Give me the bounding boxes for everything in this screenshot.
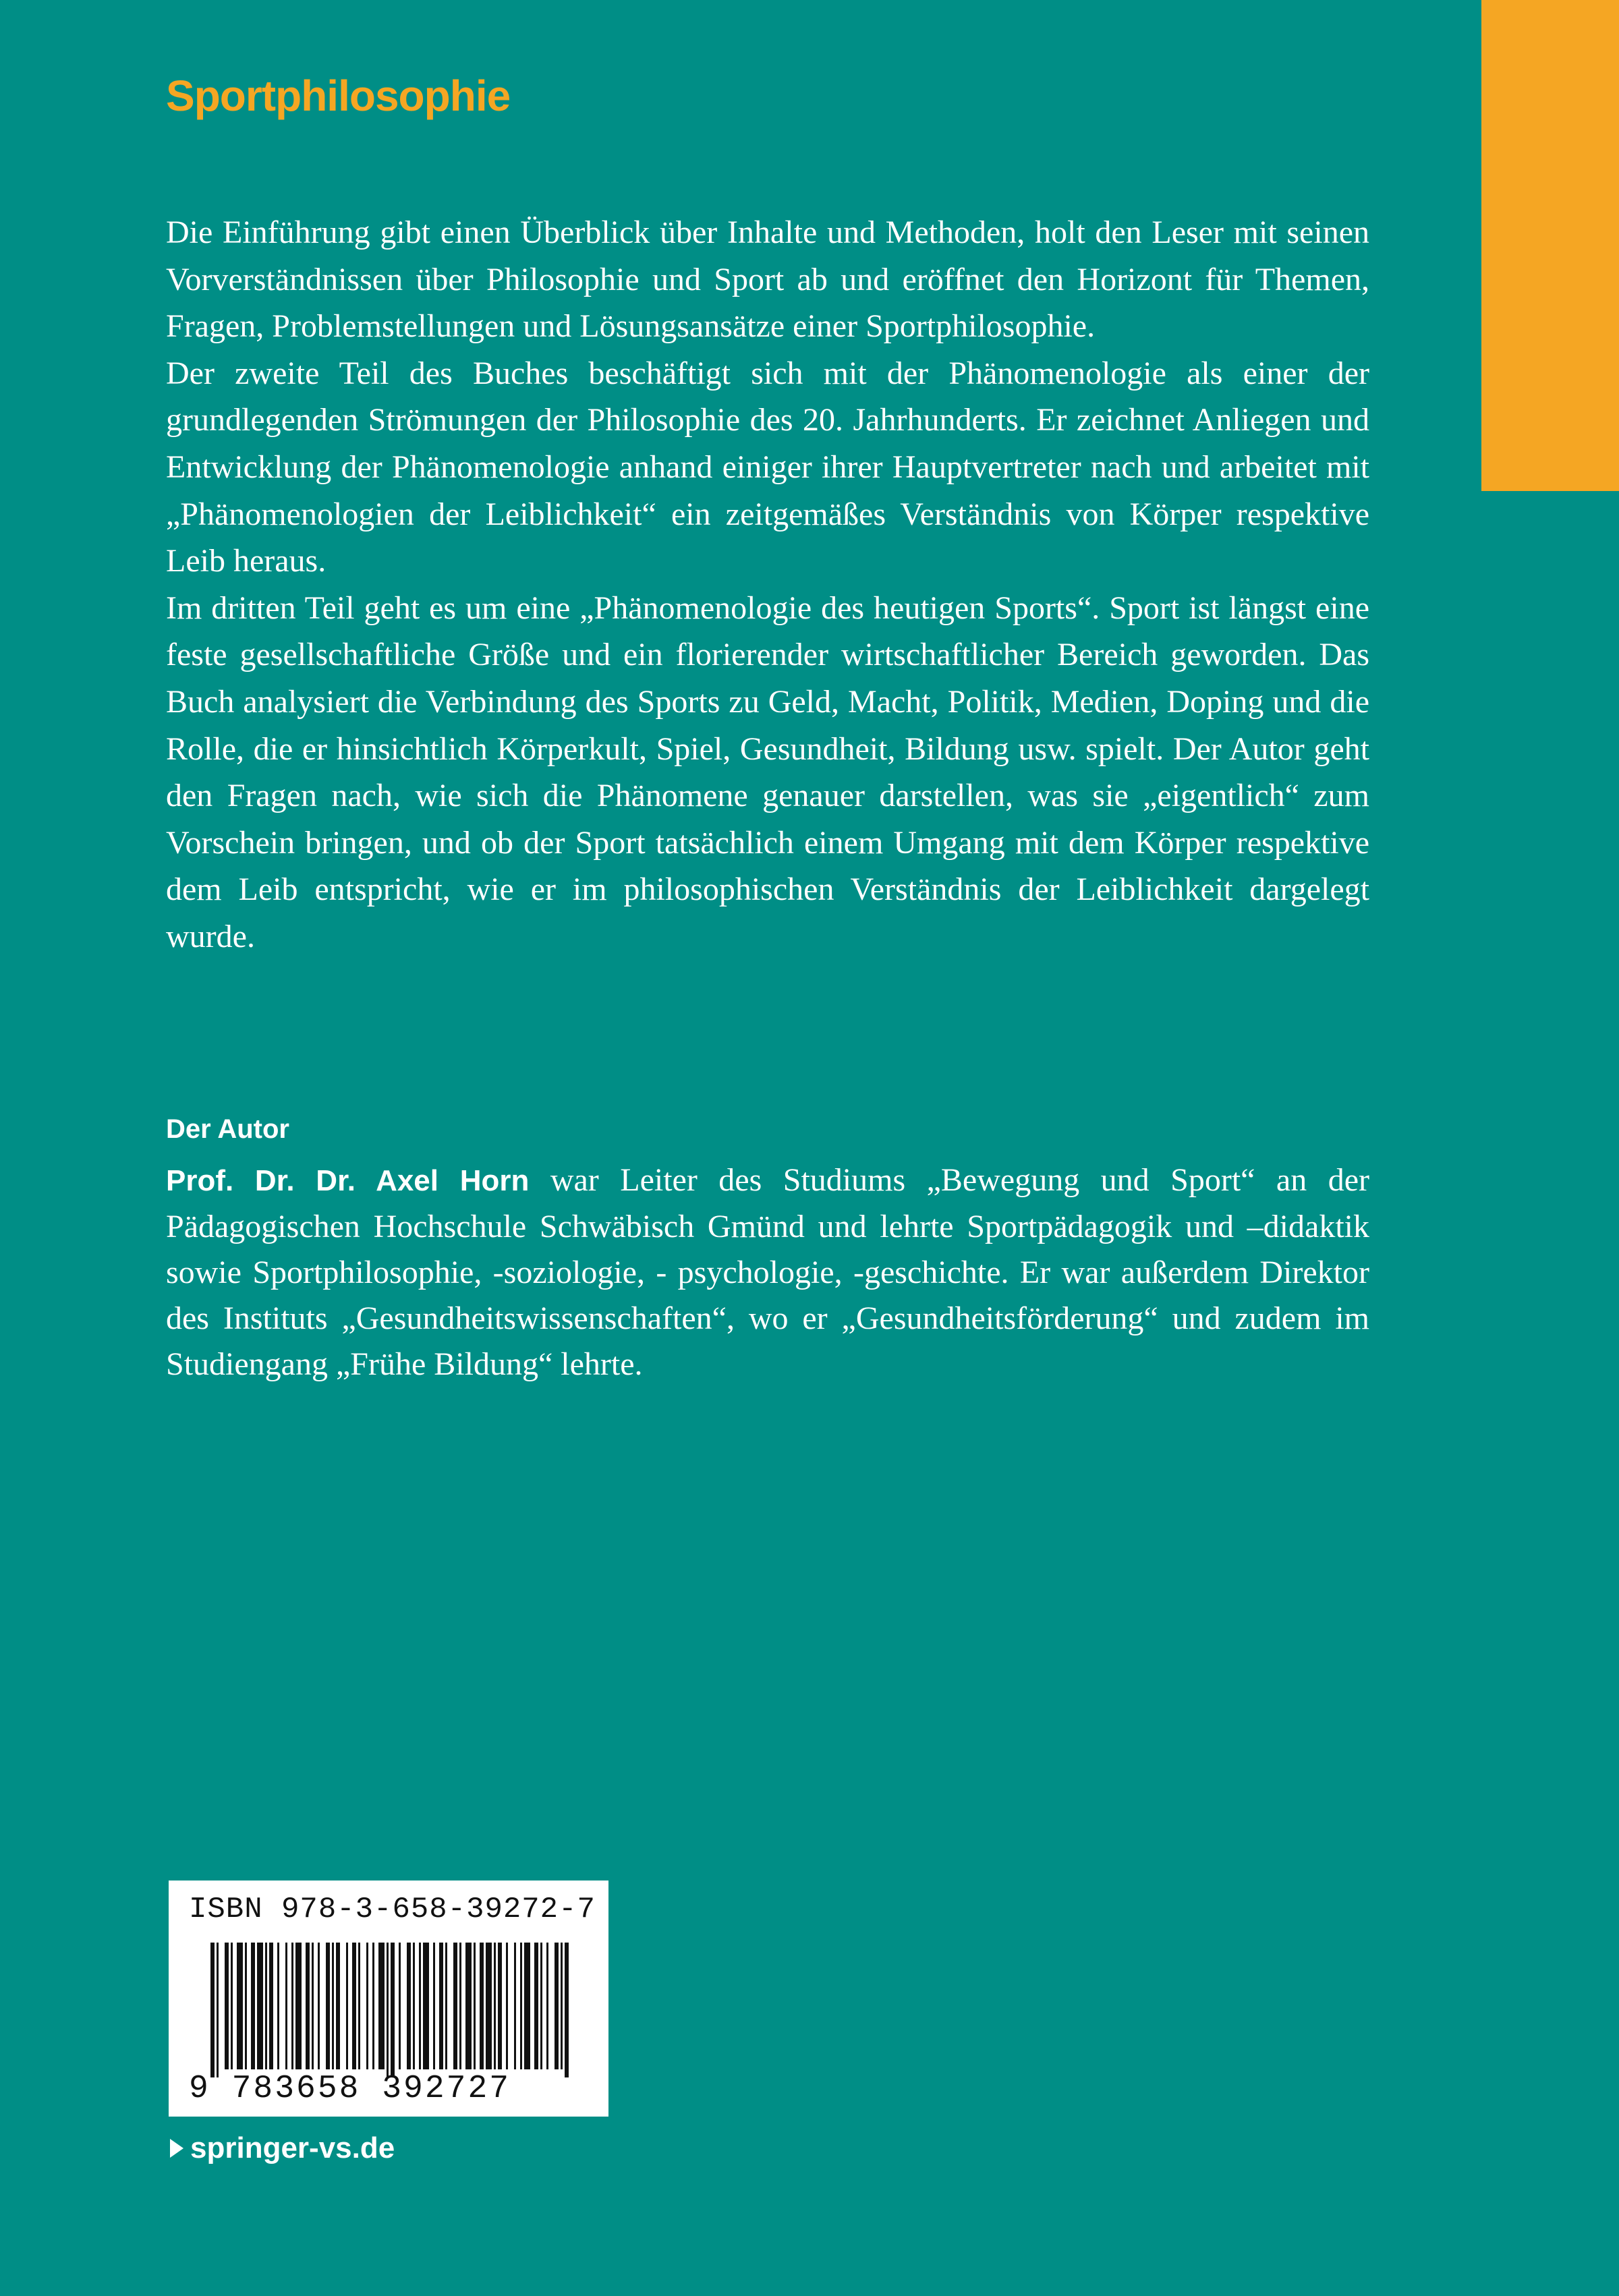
barcode-bar <box>391 1943 395 2077</box>
author-bio-text: war Leiter des Studiums „Bewegung und Sport“ an der Pädagogischen Hochschule Schwäbisch Gmünd und lehrte Sportpädagogik und –didaktik sowie Sportphilosophie, -soziologie, - psychologie, -geschichte. Er war außerdem Direktor des Instituts „Gesundheitswissenschaften“, wo er „Gesundheitsförderung“ und zudem im Studiengang „Frühe Bildung“ lehrte. <box>166 1162 1369 1382</box>
barcode-bar <box>318 1943 320 2069</box>
barcode-bar <box>366 1943 368 2069</box>
publisher-link-text: springer-vs.de <box>190 2131 395 2164</box>
barcode-bar <box>378 1943 385 2069</box>
barcode-bar <box>565 1943 569 2077</box>
barcode-bar <box>465 1943 472 2069</box>
barcode-bar <box>332 1943 334 2069</box>
accent-bar <box>1481 0 1619 491</box>
barcode-bar <box>257 1943 263 2069</box>
barcode-bar <box>506 1943 508 2069</box>
book-description <box>166 209 1369 960</box>
barcode-bar <box>346 1943 348 2069</box>
barcode-bar <box>291 1943 293 2069</box>
barcode-bar <box>413 1943 415 2069</box>
author-name: Prof. Dr. Dr. Axel Horn <box>166 1164 530 1197</box>
barcode-bar <box>474 1943 476 2069</box>
barcode-bar <box>407 1943 411 2069</box>
barcode-digits: 9 783658 392727 <box>189 2071 511 2107</box>
barcode-bar <box>423 1943 429 2069</box>
barcode-bar <box>295 1943 302 2069</box>
barcode-bar <box>352 1943 356 2069</box>
barcode-bar <box>245 1943 247 2069</box>
barcode-bar <box>433 1943 435 2069</box>
barcode-bar <box>419 1943 421 2069</box>
barcode-bar <box>561 1943 563 2069</box>
barcode-bar <box>358 1943 360 2069</box>
author-heading: Der Autor <box>166 1114 289 1144</box>
barcode-bar <box>514 1943 516 2069</box>
barcode-bar <box>453 1943 457 2069</box>
barcode-bar <box>225 1943 229 2069</box>
barcode-bar <box>251 1943 255 2069</box>
isbn-label: ISBN 978-3-658-39272-7 <box>189 1893 596 1926</box>
barcode-bar <box>540 1943 542 2069</box>
barcode-bar <box>231 1943 233 2069</box>
barcode-bar <box>326 1943 330 2069</box>
barcode-bar <box>277 1943 279 2069</box>
barcode-bar <box>285 1943 287 2069</box>
barcode-bar <box>546 1943 548 2069</box>
barcode-bar <box>486 1943 492 2069</box>
isbn-barcode <box>169 1881 608 2117</box>
barcode-bar <box>399 1943 401 2069</box>
publisher-link[interactable] <box>170 2131 395 2165</box>
book-title: Sportphilosophie <box>166 71 511 120</box>
description-paragraph: Der zweite Teil des Buches beschäftigt sich mit der Phänomenologie als einer der grundlegenden Strömungen der Philosophie des 20. Jahrhunderts. Er zeichnet Anliegen und Entwicklung der Phänomenologie anhand einiger ihrer Hauptvertreter nach und arbeitet mit „Phänomenologien der Leiblichkeit“ ein zeitgemäßes Verständnis von Körper respektive Leib heraus. <box>166 355 1369 579</box>
barcode-bar <box>534 1943 538 2069</box>
barcode-bar <box>524 1943 530 2069</box>
barcode-bar <box>480 1943 484 2069</box>
barcode-bar <box>312 1943 314 2069</box>
barcode-bar <box>387 1943 389 2077</box>
barcode-bar <box>372 1943 374 2069</box>
author-bio <box>166 1157 1369 1387</box>
barcode-bar <box>494 1943 496 2069</box>
triangle-right-icon <box>170 2139 183 2158</box>
barcode-bar <box>336 1943 340 2069</box>
description-paragraph: Im dritten Teil geht es um eine „Phänomenologie des heutigen Sports“. Sport ist längst eine feste gesellschaftliche Größe und ein florierender wirtschaftlicher Bereich geworden. Das Buch analysiert die Verbindung des Sports zu Geld, Macht, Politik, Medien, Doping und die Rolle, die er hinsichtlich Körperkult, Spiel, Gesundheit, Bildung usw. spielt. Der Autor geht den Fragen nach, wie sich die Phänomene genauer darstellen, was sie „eigentlich“ zum Vorschein bringen, und ob der Sport tatsächlich einem Umgang mit dem Körper respektive dem Leib entspricht, wie er im philosophischen Verständnis der Leiblichkeit dargelegt wurde. <box>166 590 1369 954</box>
barcode-bar <box>217 1943 219 2077</box>
barcode-bar <box>439 1943 443 2069</box>
barcode-bar <box>445 1943 447 2069</box>
barcode-bar <box>237 1943 243 2069</box>
barcode-bar <box>459 1943 461 2069</box>
barcode-bar <box>520 1943 522 2069</box>
barcode-bar <box>269 1943 273 2069</box>
barcode-bar <box>555 1943 559 2069</box>
barcode-bar <box>265 1943 267 2069</box>
barcode-bar <box>306 1943 310 2069</box>
barcode-bar <box>210 1943 215 2077</box>
barcode-bar <box>498 1943 502 2069</box>
description-paragraph: Die Einführung gibt einen Überblick über Inhalte und Methoden, holt den Leser mit seinen Vorverständnissen über Philosophie und Sport ab und eröffnet den Horizont für Themen, Fragen, Problemstellungen und Lösungsansätze einer Sportphilosophie. <box>166 214 1369 345</box>
